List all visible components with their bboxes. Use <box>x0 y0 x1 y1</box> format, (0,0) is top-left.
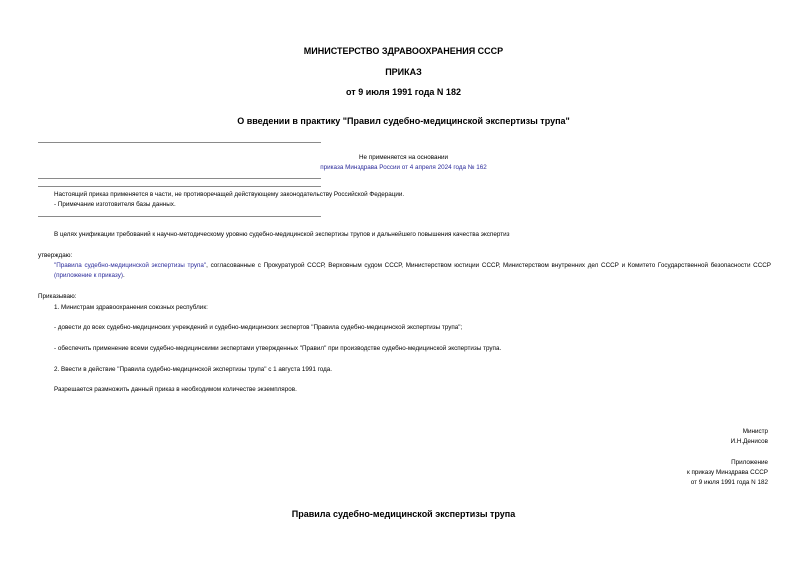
rules-end: . <box>122 271 125 279</box>
rules-text: , согласованные с Прокуратурой СССР, Верховным судом СССР, Министерством юстиции СССР, Министерством внутренних дел СССР и Комитето Государственной безопасности СССР <box>206 262 771 269</box>
appendix-date: от 9 июля 1991 года N 182 <box>690 479 768 486</box>
ministry-heading: МИНИСТЕРСТВО ЗДРАВООХРАНЕНИЯ СССР <box>303 46 504 56</box>
appendix-reference: к приказу Минздрава СССР <box>686 469 768 476</box>
divider <box>38 142 321 143</box>
appendix-link[interactable]: (приложение к приказу) <box>54 271 123 279</box>
status-note-line: Не применяется на основании <box>358 154 448 161</box>
intro-paragraph: В целях унификации требований к научно-методическому уровню судебно-медицинской экспертизы трупов и дальнейшего повышения качества экспертиз <box>54 231 510 238</box>
appendix-title: Правила судебно-медицинской экспертизы трупа <box>291 509 516 519</box>
rules-link[interactable]: "Правила судебно-медицинской экспертизы трупа" <box>54 262 207 269</box>
paragraph-3: Разрешается размножить данный приказ в необходимом количестве экземпляров. <box>54 386 297 393</box>
date-number-heading: от 9 июля 1991 года N 182 <box>346 87 461 97</box>
document-title: О введении в практику "Правил судебно-медицинской экспертизы трупа" <box>237 116 570 126</box>
paragraph-1b: - обеспечить применение всеми судебно-медицинскими экспертами утвержденных "Правил" при производстве судебно-медицинской экспертизы трупа. <box>54 345 502 352</box>
rules-paragraph <box>54 261 771 280</box>
divider <box>38 178 321 179</box>
order-label: Приказываю: <box>38 293 77 300</box>
editor-note-line: Настоящий приказ применяется в части, не противоречащей действующему законодательству Российской Федерации. <box>54 191 405 198</box>
divider <box>38 216 321 217</box>
approve-label: утверждаю: <box>38 252 73 259</box>
signature-name: И.Н.Денисов <box>730 438 768 445</box>
paragraph-2: 2. Ввести в действие "Правила судебно-медицинской экспертизы трупа" с 1 августа 1991 года. <box>54 366 333 373</box>
doc-type-heading: ПРИКАЗ <box>385 67 422 77</box>
paragraph-1: 1. Министрам здравоохранения союзных республик: <box>54 304 208 311</box>
appendix-label: Приложение <box>731 459 768 466</box>
divider <box>38 186 321 187</box>
paragraph-1a: - довести до всех судебно-медицинских учреждений и судебно-медицинских экспертов "Правила судебно-медицинской экспертизы трупа"; <box>54 324 463 331</box>
editor-note-source: - Примечание изготовителя базы данных. <box>54 201 176 208</box>
signature-position: Министр <box>742 428 768 435</box>
status-note-link[interactable]: приказа Минздрава России от 4 апреля 2024 года № 162 <box>320 164 487 171</box>
